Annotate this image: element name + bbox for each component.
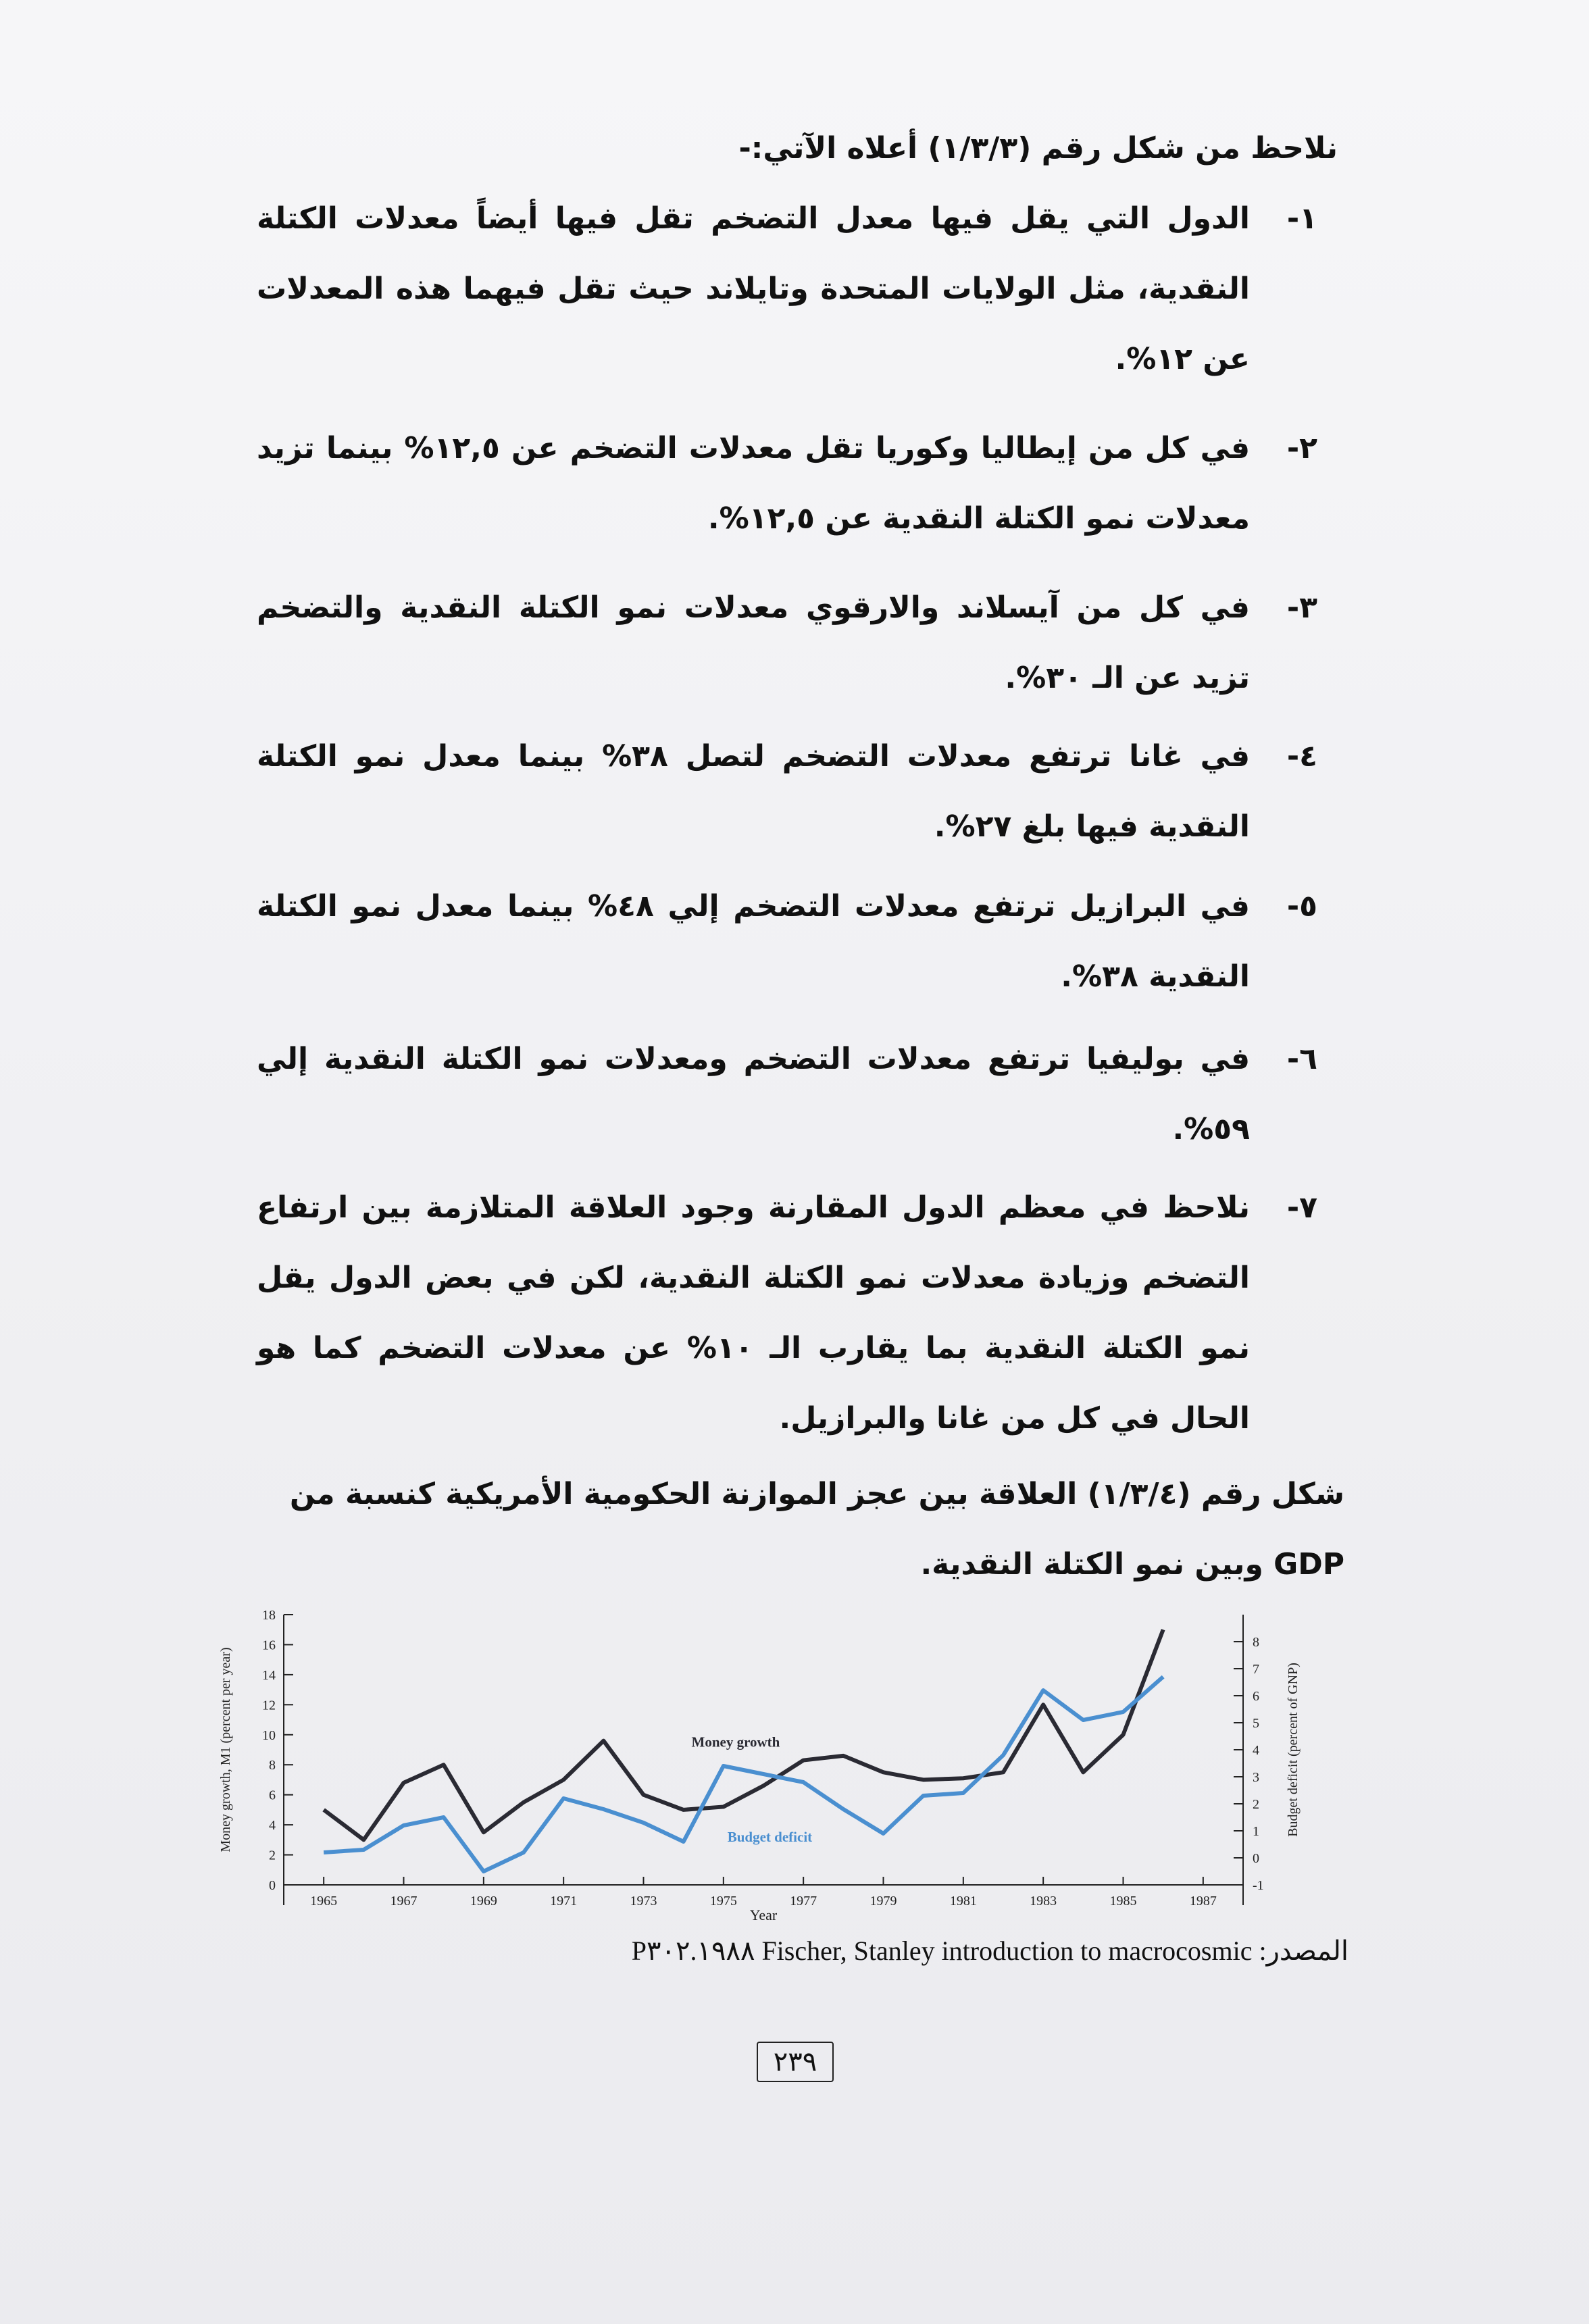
list-item-text: في كل من آيسلاند والارقوي معدلات نمو الكتلة النقدية والتضخم تزيد عن الـ ٣٠%. — [257, 590, 1250, 695]
x-tick-label: 1977 — [790, 1894, 817, 1909]
right-tick-label: -1 — [1253, 1878, 1264, 1893]
list-item-text: في كل من إيطاليا وكوريا تقل معدلات التضخم عن ١٢,٥% بينما تزيد معدلات نمو الكتلة النقدية عن ١٢,٥%. — [257, 431, 1251, 536]
x-tick-label: 1985 — [1109, 1894, 1137, 1909]
x-tick-label: 1969 — [470, 1894, 497, 1909]
list-item-text: الدول التي يقل فيها معدل التضخم تقل فيها أيضاً معدلات الكتلة النقدية، مثل الولايات المتحدة وتايلاند حيث تقل فيهما هذه المعدلات عن ١٢%. — [257, 201, 1250, 376]
intro-paragraph: نلاحظ من شكل رقم (١/٣/٣) أعلاه الآتي:- — [738, 131, 1338, 166]
x-tick-label: 1983 — [1030, 1894, 1057, 1909]
list-item-number: ٢- — [1286, 431, 1317, 465]
list-item-number: ٦- — [1286, 1042, 1317, 1076]
left-axis-title: Money growth, M1 (percent per year) — [218, 1647, 233, 1852]
right-tick-label: 2 — [1253, 1797, 1259, 1812]
list-item-2 — [257, 413, 1317, 554]
list-item-1 — [257, 184, 1317, 395]
list-item-text: في غانا ترتفع معدلات التضخم لتصل ٣٨% بينما معدل نمو الكتلة النقدية فيها بلغ ٢٧%. — [257, 739, 1250, 844]
x-tick-label: 1975 — [709, 1894, 737, 1909]
left-tick-label: 16 — [262, 1638, 276, 1653]
left-tick-label: 10 — [262, 1727, 276, 1743]
right-tick-label: 5 — [1253, 1716, 1259, 1731]
right-tick-label: 7 — [1253, 1662, 1259, 1677]
budget-deficit-annotation: Budget deficit — [727, 1829, 813, 1845]
right-tick-label: 6 — [1253, 1689, 1259, 1704]
source-citation: المصدر: Fischer, Stanley introduction to macrocosmic ١٩٨٨.P٣٠٢ — [631, 1936, 1348, 1966]
list-item-3 — [257, 573, 1317, 713]
left-tick-label: 14 — [262, 1667, 276, 1683]
left-tick-label: 2 — [269, 1848, 276, 1863]
right-axis-title: Budget deficit (percent of GNP) — [1286, 1663, 1301, 1837]
list-item-5 — [257, 872, 1317, 1012]
x-axis-title: Year — [749, 1906, 778, 1923]
figure-caption: شكل رقم (١/٣/٤) العلاقة بين عجز الموازنة الحكومية الأمريكية كنسبة من GDP وبين نمو الكتلة النقدية. — [289, 1477, 1344, 1582]
left-tick-label: 8 — [269, 1758, 276, 1773]
left-tick-label: 18 — [262, 1608, 276, 1623]
list-item-text: في البرازيل ترتفع معدلات التضخم إلي ٤٨% بينما معدل نمو الكتلة النقدية ٣٨%. — [257, 889, 1250, 994]
right-tick-label: 3 — [1253, 1770, 1259, 1785]
left-tick-label: 6 — [269, 1788, 276, 1803]
right-tick-label: 0 — [1253, 1851, 1259, 1866]
page-number: ٢٣٩ — [757, 2042, 834, 2082]
list-item-number: ٧- — [1286, 1190, 1317, 1225]
list-item-4 — [257, 722, 1317, 862]
left-tick-label: 0 — [269, 1878, 276, 1893]
x-tick-label: 1971 — [550, 1894, 578, 1909]
left-tick-label: 4 — [269, 1818, 276, 1834]
list-item-number: ٣- — [1286, 590, 1317, 625]
list-item-number: ١- — [1286, 201, 1317, 236]
x-tick-label: 1973 — [630, 1894, 657, 1909]
x-tick-label: 1981 — [949, 1894, 977, 1909]
x-tick-label: 1987 — [1189, 1894, 1217, 1909]
right-tick-label: 4 — [1253, 1743, 1259, 1758]
x-tick-label: 1967 — [390, 1894, 418, 1909]
left-tick-label: 12 — [262, 1698, 276, 1713]
x-tick-label: 1965 — [310, 1894, 338, 1909]
list-item-6 — [257, 1024, 1317, 1165]
money-growth-budget-deficit-chart — [189, 1601, 1351, 1925]
list-item-text: نلاحظ في معظم الدول المقارنة وجود العلاقة المتلازمة بين ارتفاع التضخم وزيادة معدلات نمو الكتلة النقدية، لكن في بعض الدول يقل نمو الكتلة النقدية بما يقارب الـ ١٠% عن معدلات التضخم كما هو الحال في كل من غانا والبرازيل. — [257, 1190, 1251, 1436]
list-item-number: ٥- — [1286, 889, 1317, 924]
x-tick-label: 1979 — [869, 1894, 897, 1909]
list-item-text: في بوليفيا ترتفع معدلات التضخم ومعدلات نمو الكتلة النقدية إلي ٥٩%. — [257, 1042, 1250, 1146]
list-item-number: ٤- — [1286, 739, 1317, 774]
right-tick-label: 1 — [1253, 1824, 1259, 1839]
money-growth-annotation: Money growth — [691, 1734, 780, 1750]
right-tick-label: 8 — [1253, 1635, 1259, 1650]
list-item-7 — [257, 1173, 1317, 1454]
